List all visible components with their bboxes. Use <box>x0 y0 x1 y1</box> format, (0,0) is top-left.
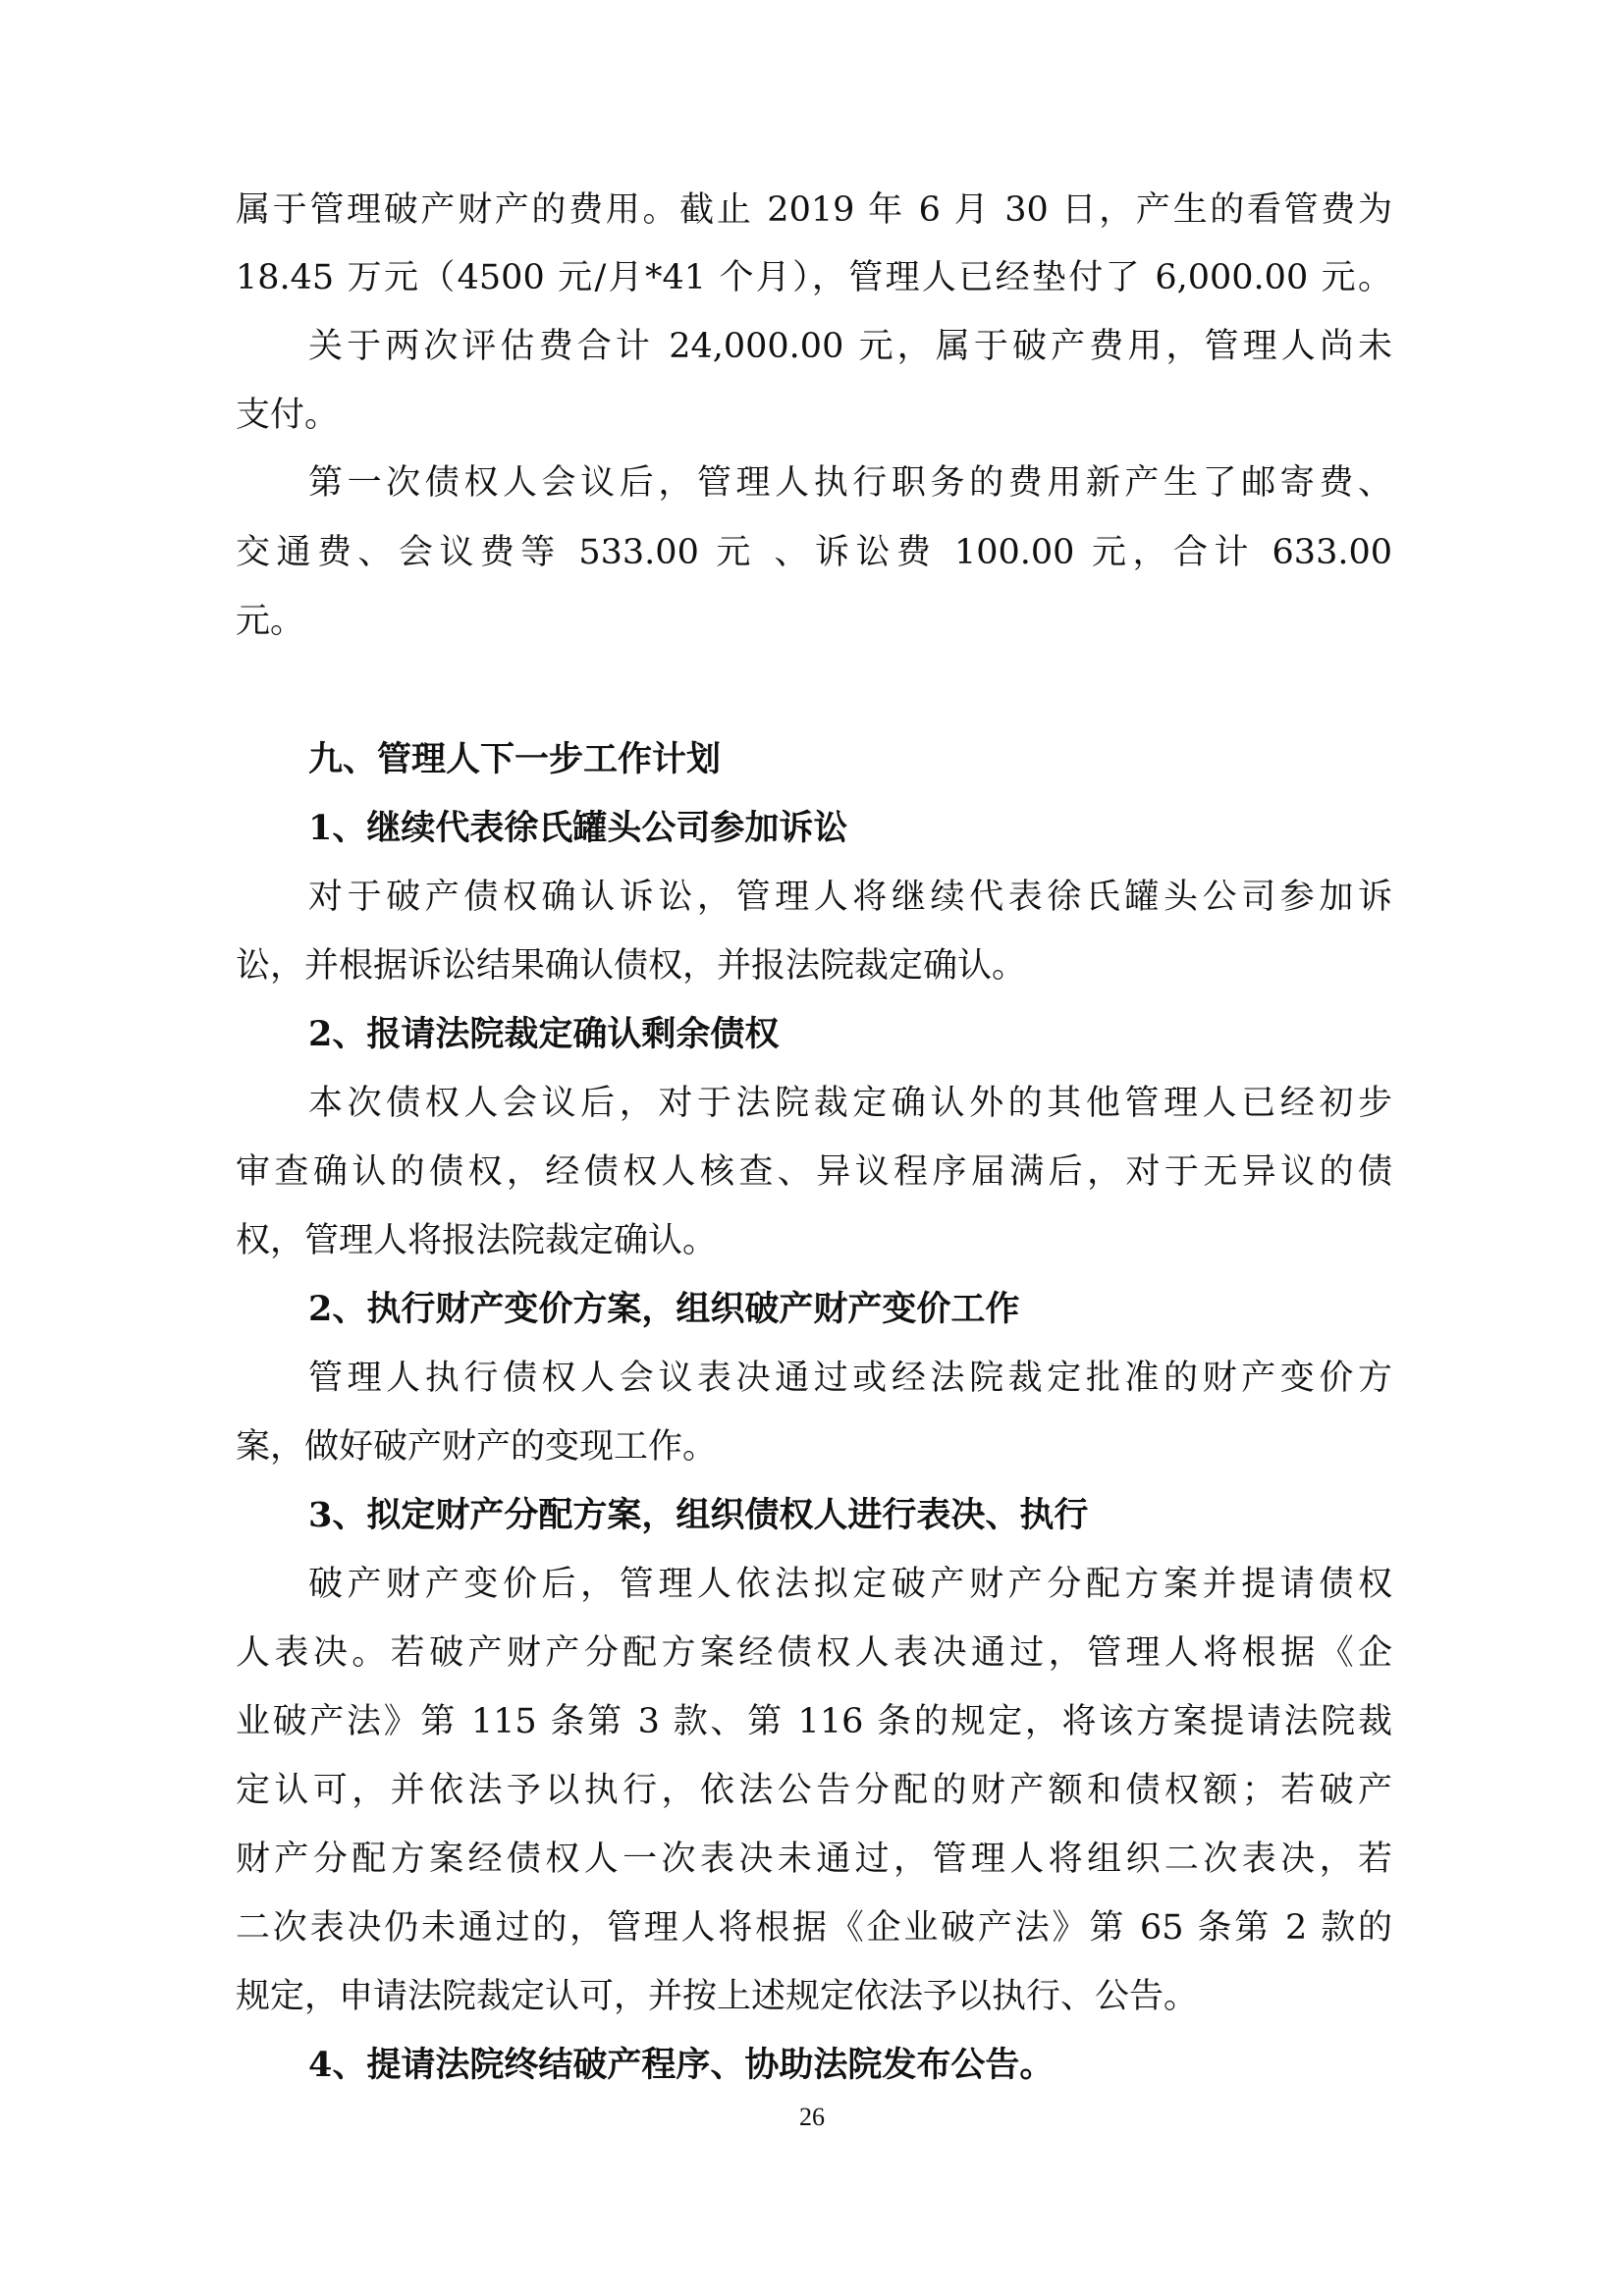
paragraph-line: 本次债权人会议后，对于法院裁定确认外的其他管理人已经初步 <box>308 1084 1392 1123</box>
subsection-heading: 2、报请法院裁定确认剩余债权 <box>308 1014 780 1054</box>
paragraph-line: 权，管理人将报法院裁定确认。 <box>236 1221 718 1260</box>
page-number: 26 <box>799 2103 825 2131</box>
paragraph-line: 定认可，并依法予以执行，依法公告分配的财产额和债权额；若破产 <box>236 1771 1392 1810</box>
paragraph-line: 二次表决仍未通过的，管理人将根据《企业破产法》第 65 条第 2 款的 <box>236 1908 1392 1948</box>
subsection-heading: 1、继续代表徐氏罐头公司参加诉讼 <box>308 808 848 848</box>
subsection-heading: 3、拟定财产分配方案，组织债权人进行表决、执行 <box>308 1495 1089 1535</box>
paragraph-line: 第一次债权人会议后，管理人执行职务的费用新产生了邮寄费、 <box>308 463 1392 503</box>
paragraph-line: 财产分配方案经债权人一次表决未通过，管理人将组织二次表决，若 <box>236 1840 1392 1879</box>
paragraph-line: 管理人执行债权人会议表决通过或经法院裁定批准的财产变价方 <box>308 1359 1392 1398</box>
section-heading: 九、管理人下一步工作计划 <box>308 739 722 779</box>
paragraph-line: 讼，并根据诉讼结果确认债权，并报法院裁定确认。 <box>236 946 1027 986</box>
subsection-heading: 2、执行财产变价方案，组织破产财产变价工作 <box>308 1289 1020 1329</box>
paragraph-line: 人表决。若破产财产分配方案经债权人表决通过，管理人将根据《企 <box>236 1633 1392 1673</box>
paragraph-line: 破产财产变价后，管理人依法拟定破产财产分配方案并提请债权 <box>308 1565 1392 1604</box>
paragraph-line: 规定，申请法院裁定认可，并按上述规定依法予以执行、公告。 <box>236 1977 1199 2016</box>
paragraph-line: 对于破产债权确认诉讼，管理人将继续代表徐氏罐头公司参加诉 <box>308 878 1392 917</box>
paragraph-line: 案，做好破产财产的变现工作。 <box>236 1427 718 1467</box>
paragraph-line: 属于管理破产财产的费用。截止 2019 年 6 月 30 日，产生的看管费为 <box>236 190 1392 230</box>
paragraph-line: 审查确认的债权，经债权人核查、异议程序届满后，对于无异议的债 <box>236 1152 1392 1192</box>
paragraph-line: 元。 <box>236 602 305 641</box>
paragraph-line: 业破产法》第 115 条第 3 款、第 116 条的规定，将该方案提请法院裁 <box>236 1702 1392 1741</box>
subsection-heading: 4、提请法院终结破产程序、协助法院发布公告。 <box>308 2045 1055 2085</box>
paragraph-line: 关于两次评估费合计 24,000.00 元，属于破产费用，管理人尚未 <box>308 327 1392 366</box>
paragraph-line: 支付。 <box>236 396 340 435</box>
paragraph-line: 18.45 万元（4500 元/月*41 个月），管理人已经垫付了 6,000.00 元。 <box>236 258 1392 297</box>
paragraph-line: 交通费、会议费等 533.00 元 、诉讼费 100.00 元，合计 633.00 <box>236 533 1392 572</box>
